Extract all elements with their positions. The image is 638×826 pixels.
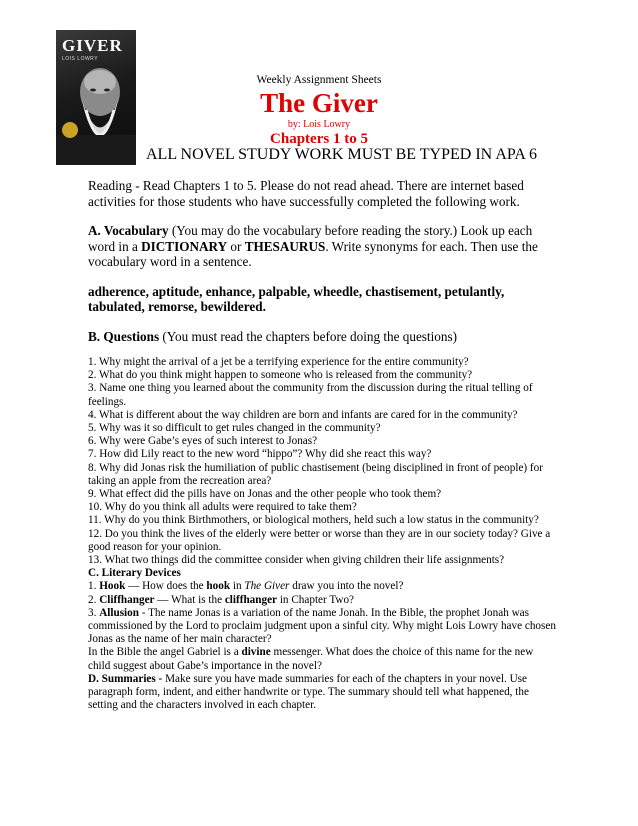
list-item: 2. What do you think might happen to someone who is released from the community? <box>88 369 473 382</box>
list-item: 1. Hook — How does the hook in The Giver draw you into the novel? <box>88 580 404 593</box>
weekly-label: Weekly Assignment Sheets <box>256 74 382 86</box>
vocabulary-word-list: adherence, aptitude, enhance, palpable, wheedle, chastisement, petulantly, tabulated, remorse, bewildered. <box>88 283 505 314</box>
assignment-body <box>88 178 558 712</box>
author-line: by: Lois Lowry <box>287 119 351 130</box>
list-item: 12. Do you think the lives of the elderly were better or worse than they are in our society today? Give a good reason for your opinion. <box>88 527 551 553</box>
summaries-heading: D. Summaries - <box>88 672 163 685</box>
summaries-paragraph: D. Summaries - Make sure you have made summaries for each of the chapters in your novel. Use paragraph form, indent, and either handwrite or type. The summary should tell what happened, the setting and the characters involved in each chapter. <box>88 672 529 712</box>
list-item: 6. Why were Gabe’s eyes of such interest to Jonas? <box>88 435 318 448</box>
list-item: 7. How did Lily react to the new word “hippo”? Why did she react this way? <box>88 448 432 461</box>
vocabulary-paragraph: A. Vocabulary (You may do the vocabulary before reading the story.) Look up each word in a DICTIONARY or THESAURUS. Write synonyms for each. Then use the vocabulary word in a sentence. <box>88 223 538 269</box>
list-item: 11. Why do you think Birthmothers, or biological mothers, held such a low status in the community? <box>88 514 539 527</box>
list-item: 2. Cliffhanger — What is the cliffhanger in Chapter Two? <box>88 593 355 606</box>
page-title: The Giver <box>260 88 378 118</box>
cover-title: GIVER <box>62 36 123 55</box>
cover-author: LOIS LOWRY <box>62 56 99 62</box>
dictionary-word: DICTIONARY <box>141 238 228 254</box>
list-item: 5. Why was it so difficult to get rules changed in the community? <box>88 422 381 435</box>
apa-notice: ALL NOVEL STUDY WORK MUST BE TYPED IN APA 6 <box>146 146 537 163</box>
list-item: 4. What is different about the way children are born and infants are cared for in the community? <box>88 408 518 421</box>
list-item: 3. Name one thing you learned about the community from the discussion during the ritual telling of feelings. <box>88 382 533 408</box>
chapters-heading: Chapters 1 to 5 <box>270 131 368 147</box>
list-item: 10. Why do you think all adults were required to take them? <box>88 501 357 514</box>
list-item: In the Bible the angel Gabriel is a divine messenger. What does the choice of this name for the new child suggest about Gabe’s importance in the novel? <box>88 646 534 672</box>
list-item: 9. What effect did the pills have on Jonas and the other people who took them? <box>88 488 442 501</box>
list-item: 1. Why might the arrival of a jet be a terrifying experience for the entire community? <box>88 356 469 368</box>
questions-heading-line: B. Questions (You must read the chapters before doing the questions) <box>88 328 457 344</box>
list-item: 8. Why did Jonas risk the humiliation of public chastisement (being disciplined in front of people) for taking an apple from the recreation area? <box>88 461 543 487</box>
question-list <box>88 356 558 567</box>
literary-devices-section <box>88 567 558 673</box>
vocabulary-heading: A. Vocabulary <box>88 223 169 238</box>
literary-devices-heading: C. Literary Devices <box>88 567 181 580</box>
list-item: 13. What two things did the committee consider when giving children their life assignments? <box>88 554 505 567</box>
reading-paragraph: Reading - Read Chapters 1 to 5. Please do not read ahead. There are internet based activities for those students who have successfully completed the following work. <box>88 178 524 209</box>
list-item: 3. Allusion - The name Jonas is a variation of the name Jonah. In the Bible, the prophet Jonah was commissioned by the Lord to proclaim judgment upon a sinful city. Why might Lois Lowry have chosen Jonas as the name of her main character? <box>88 606 556 646</box>
thesaurus-word: THESAURUS <box>244 238 326 254</box>
questions-heading: B. Questions <box>88 328 160 344</box>
